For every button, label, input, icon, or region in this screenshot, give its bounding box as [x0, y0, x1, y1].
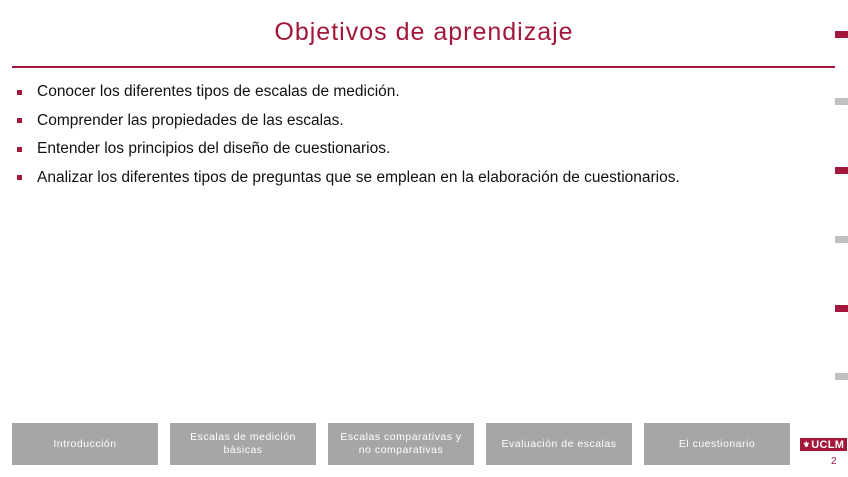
nav-button-cuestionario[interactable]: El cuestionario — [644, 423, 790, 465]
page-number: 2 — [831, 456, 837, 467]
nav-button-introduccion[interactable]: Introducción — [12, 423, 158, 465]
list-item-text: Comprender las propiedades de las escalas. — [37, 111, 344, 129]
bullet-square-icon — [17, 175, 22, 180]
logo-text: UCLM — [811, 438, 845, 451]
bullet-square-icon — [17, 147, 22, 152]
side-progress-marker — [835, 373, 848, 380]
bullet-square-icon — [17, 118, 22, 123]
list-item-text: Conocer los diferentes tipos de escalas de medición. — [37, 83, 400, 101]
side-progress-marker-active — [835, 31, 848, 38]
side-progress-marker-active — [835, 305, 848, 312]
objectives-list — [17, 78, 680, 192]
slide-title: Objetivos de aprendizaje — [274, 18, 574, 46]
list-item — [17, 78, 680, 107]
crest-icon: ⚜ — [802, 440, 811, 449]
uclm-logo — [800, 438, 847, 451]
bullet-square-icon — [17, 90, 22, 95]
title-divider — [12, 66, 835, 68]
side-progress-marker — [835, 236, 848, 243]
nav-button-evaluacion-escalas[interactable]: Evaluación de escalas — [486, 423, 632, 465]
side-progress-marker — [835, 98, 848, 105]
list-item — [17, 135, 680, 164]
list-item — [17, 164, 680, 193]
nav-button-escalas-comparativas[interactable]: Escalas comparativas y no comparativas — [328, 423, 474, 465]
nav-button-escalas-medicion[interactable]: Escalas de medición básicas — [170, 423, 316, 465]
side-progress-marker-active — [835, 167, 848, 174]
list-item-text: Analizar los diferentes tipos de preguntas que se emplean en la elaboración de cuestionarios. — [37, 168, 680, 186]
list-item — [17, 107, 680, 136]
list-item-text: Entender los principios del diseño de cuestionarios. — [37, 140, 391, 158]
